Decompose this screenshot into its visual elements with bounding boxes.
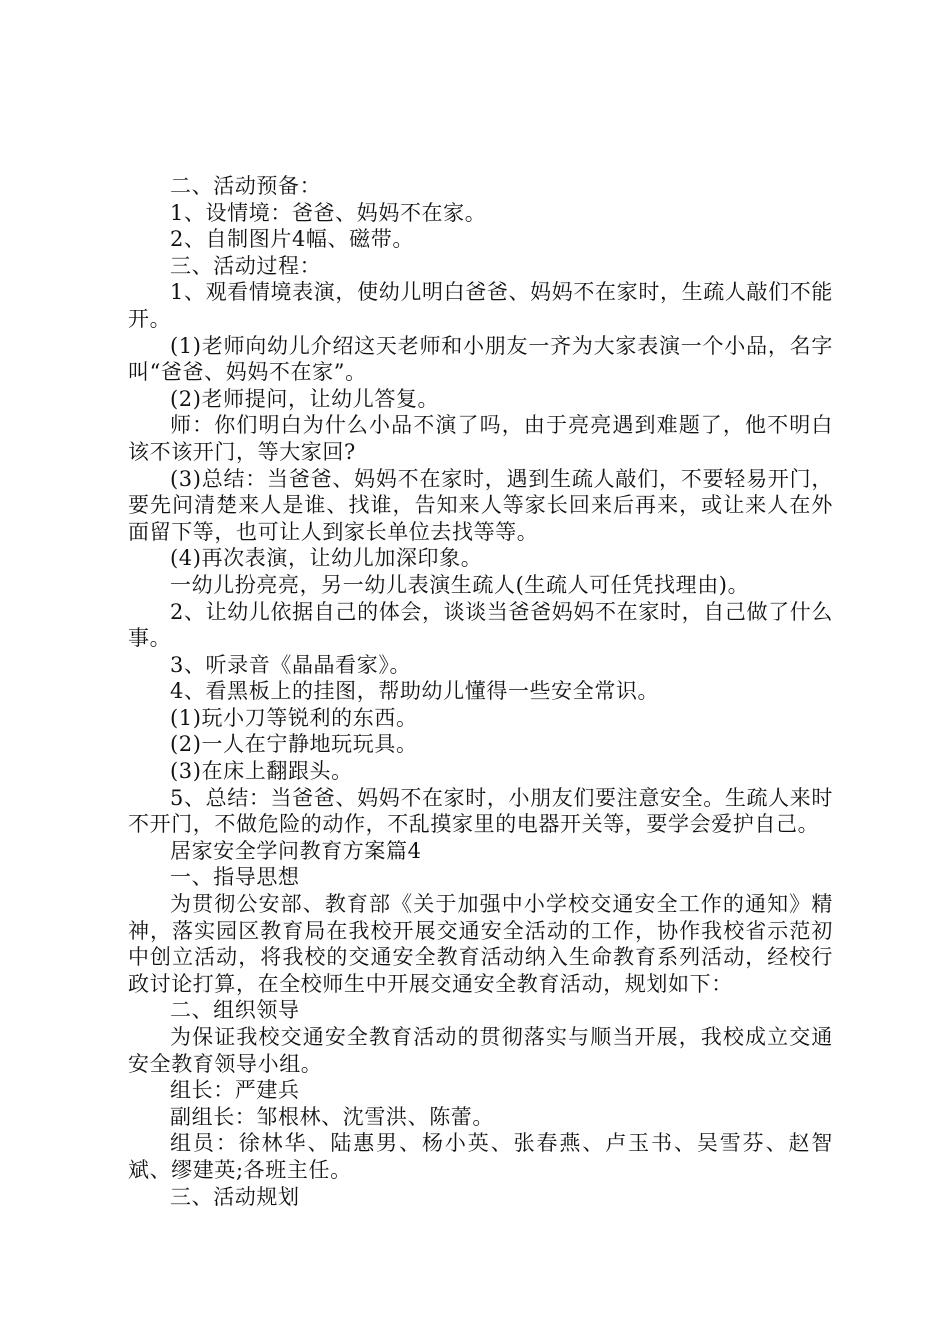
list-item: (4)再次表演，让幼儿加深印象。 <box>170 546 483 571</box>
section-heading-activity-plan: 三、活动规划 <box>170 1184 300 1209</box>
list-item: (1)玩小刀等锐利的东西。 <box>170 705 418 730</box>
body-paragraph: 师：你们明白为什么小品不演了吗，由于亮亮遇到难题了，他不明白该不该开门，等大家回? <box>128 413 833 464</box>
document-page <box>128 173 833 1210</box>
section-heading-process: 三、活动过程： <box>170 253 322 278</box>
section-heading-guiding-thought: 一、指导思想 <box>170 865 300 890</box>
list-item: (2)一人在宁静地玩玩具。 <box>170 732 418 757</box>
list-item: (3)在床上翻跟头。 <box>170 759 353 784</box>
list-item: (1)老师向幼儿介绍这天老师和小朋友一齐为大家表演一个小品，名字叫“爸爸、妈妈不在家”。 <box>128 333 833 385</box>
list-item: 1、设情境：爸爸、妈妈不在家。 <box>170 200 487 225</box>
team-members: 组员：徐林华、陆惠男、杨小英、张春燕、卢玉书、吴雪芬、赵智斌、缪建英;各班主任。 <box>128 1131 833 1182</box>
body-paragraph: 一幼儿扮亮亮，另一幼儿表演生疏人(生疏人可任凭找理由)。 <box>170 572 750 597</box>
list-item: 2、自制图片4幅、磁带。 <box>170 227 414 252</box>
section-heading-organization: 二、组织领导 <box>170 998 300 1023</box>
deputy-team-leader: 副组长：邹根林、沈雪洪、陈蕾。 <box>170 1104 494 1129</box>
body-paragraph: 为贯彻公安部、教育部《关于加强中小学校交通安全工作的通知》精神，落实园区教育局在我校开展交通安全活动的工作，协作我校省示范初中创立活动，将我校的交通安全教育活动纳入生命教育系列活动，经校行政讨论打算，在全校师生中开展交通安全教育活动，规划如下： <box>128 892 833 996</box>
list-item: 4、看黑板上的挂图，帮助幼儿懂得一些安全常识。 <box>170 679 660 704</box>
list-item: 1、观看情境表演，使幼儿明白爸爸、妈妈不在家时，生疏人敲们不能开。 <box>128 280 833 331</box>
team-leader: 组长：严建兵 <box>170 1078 300 1103</box>
list-item: 3、听录音《晶晶看家》。 <box>170 652 412 677</box>
article-title: 居家安全学问教育方案篇4 <box>170 838 422 863</box>
list-item: (2)老师提问，让幼儿答复。 <box>170 386 440 411</box>
list-item: 5、总结：当爸爸、妈妈不在家时，小朋友们要注意安全。生疏人来时不开门，不做危险的动作，不乱摸家里的电器开关等，要学会爱护自己。 <box>128 785 833 837</box>
body-paragraph: 为保证我校交通安全教育活动的贯彻落实与顺当开展，我校成立交通安全教育领导小组。 <box>128 1025 833 1076</box>
section-heading-preparation: 二、活动预备： <box>170 174 322 198</box>
list-item: 2、让幼儿依据自己的体会，谈谈当爸爸妈妈不在家时，自己做了什么事。 <box>128 599 833 651</box>
list-item: (3)总结：当爸爸、妈妈不在家时，遇到生疏人敲们，不要轻易开门，要先问清楚来人是谁、找谁，告知来人等家长回来后再来，或让来人在外面留下等，也可让人到家长单位去找等等。 <box>128 466 833 544</box>
